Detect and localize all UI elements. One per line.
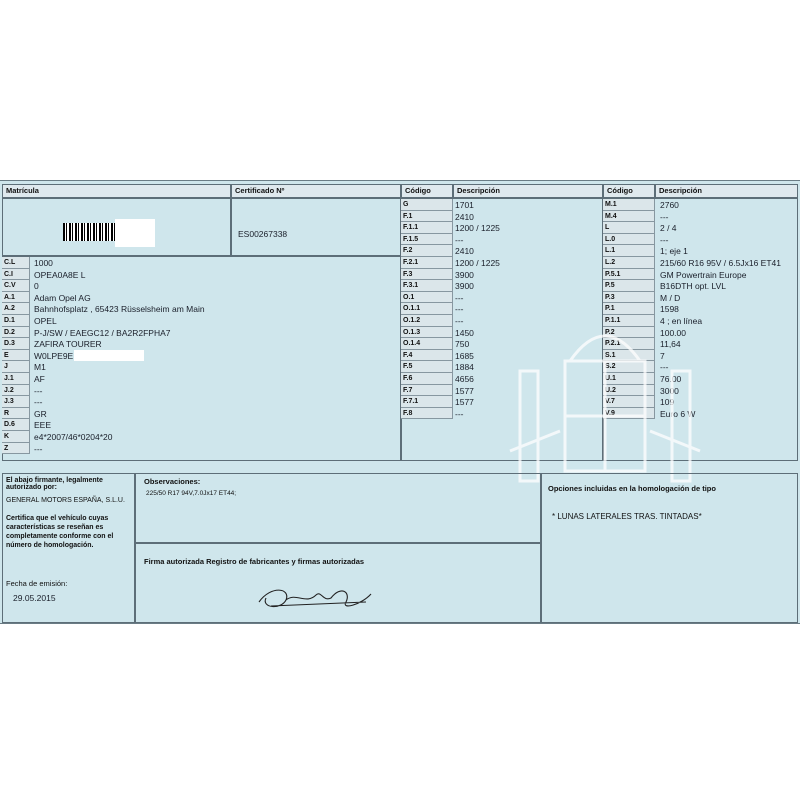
mid-code-F.1.1: F.1.1 bbox=[401, 222, 453, 234]
right-code-P.2.1: P.2.1 bbox=[603, 338, 655, 350]
right-value-M.4: --- bbox=[660, 211, 669, 222]
right-value-L.0: --- bbox=[660, 234, 669, 245]
mid-code-F.3.1: F.3.1 bbox=[401, 280, 453, 292]
mid-value-F.8: --- bbox=[455, 408, 464, 419]
certificado-number: ES00267338 bbox=[238, 229, 288, 239]
mid-code-F.7.1: F.7.1 bbox=[401, 396, 453, 408]
mid-code-F.2.1: F.2.1 bbox=[401, 257, 453, 269]
mid-value-G: 1701 bbox=[455, 200, 474, 210]
left-value-J: M1 bbox=[34, 362, 46, 373]
certificado-header: Certificado Nº bbox=[231, 184, 401, 198]
opciones-box bbox=[541, 473, 798, 623]
mid-value-F.3.1: 3900 bbox=[455, 281, 474, 292]
left-code-A.1: A.1 bbox=[2, 292, 30, 304]
mid-code-F.7: F.7 bbox=[401, 385, 453, 397]
vehicle-certificate bbox=[0, 180, 800, 624]
vin-redaction bbox=[74, 350, 144, 361]
left-code-J.2: J.2 bbox=[2, 385, 30, 397]
left-value-C.I: OPEA0A8E L bbox=[34, 269, 86, 280]
right-value-P.5: B16DTH opt. LVL bbox=[660, 281, 726, 292]
descripcion-header-2: Descripción bbox=[655, 184, 798, 198]
left-value-A.1: Adam Opel AG bbox=[34, 292, 91, 303]
fecha-label: Fecha de emisión: bbox=[6, 579, 68, 588]
left-code-C.I: C.I bbox=[2, 269, 30, 281]
mid-value-F.7: 1577 bbox=[455, 385, 474, 396]
right-value-L.1: 1; eje 1 bbox=[660, 246, 688, 257]
right-code-P.3: P.3 bbox=[603, 292, 655, 304]
signature bbox=[251, 580, 381, 614]
left-code-D.6: D.6 bbox=[2, 419, 30, 431]
codigo-header-2: Código bbox=[603, 184, 655, 198]
mid-value-F.6: 4656 bbox=[455, 374, 474, 384]
certifica-text: Certifica que el vehículo cuyas características se reseñan es completamente conforme con el número de homologación. bbox=[6, 515, 114, 549]
right-value-V.7: 109 bbox=[660, 397, 675, 408]
opciones-value: * LUNAS LATERALES TRAS. TINTADAS* bbox=[552, 512, 702, 521]
left-code-C.L: C.L bbox=[2, 257, 30, 269]
left-value-D.3: ZAFIRA TOURER bbox=[34, 339, 102, 350]
right-value-V.9: Euro 6 W bbox=[660, 408, 696, 419]
right-value-U.1: 76.00 bbox=[660, 374, 682, 384]
left-code-C.V: C.V bbox=[2, 280, 30, 292]
descripcion-header-1: Descripción bbox=[453, 184, 603, 198]
mid-value-F.3: 3900 bbox=[455, 269, 474, 280]
left-value-D.6: EEE bbox=[34, 420, 52, 431]
mid-value-O.1: --- bbox=[455, 292, 464, 303]
mid-value-F.7.1: 1577 bbox=[455, 397, 474, 408]
observaciones-value: 225/50 R17 94V,7.0Jx17 ET44; bbox=[146, 490, 237, 497]
left-value-C.L: 1000 bbox=[34, 258, 53, 268]
right-value-M.1: 2760 bbox=[660, 200, 679, 210]
mid-value-O.1.3: 1450 bbox=[455, 327, 474, 338]
left-code-Z: Z bbox=[2, 443, 30, 455]
right-value-U.2: 3000 bbox=[660, 385, 679, 396]
right-code-L.2: L.2 bbox=[603, 257, 655, 269]
left-value-D.1: OPEL bbox=[34, 316, 57, 326]
left-value-E: W0LPE9E bbox=[34, 350, 74, 361]
left-code-E: E bbox=[2, 350, 30, 362]
right-value-L: 2 / 4 bbox=[660, 223, 677, 234]
left-value-K: e4*2007/46*0204*20 bbox=[34, 432, 113, 442]
right-code-P.5: P.5 bbox=[603, 280, 655, 292]
matricula-redaction bbox=[115, 219, 155, 247]
mid-value-F.2: 2410 bbox=[455, 246, 474, 257]
mid-code-F.5: F.5 bbox=[401, 361, 453, 373]
left-code-J.1: J.1 bbox=[2, 373, 30, 385]
right-value-P.3: M / D bbox=[660, 292, 681, 303]
mid-value-F.1.5: --- bbox=[455, 234, 464, 245]
mid-value-O.1.1: --- bbox=[455, 304, 464, 315]
right-value-P.1.1: 4 ; en línea bbox=[660, 316, 703, 326]
codigo-header-1: Código bbox=[401, 184, 453, 198]
right-code-V.9: V.9 bbox=[603, 408, 655, 420]
right-code-L: L bbox=[603, 222, 655, 234]
right-value-S.1: 7 bbox=[660, 350, 665, 361]
left-code-D.1: D.1 bbox=[2, 315, 30, 327]
mid-code-F.6: F.6 bbox=[401, 373, 453, 385]
left-value-D.2: P-J/SW / EAEGC12 / BA2R2FPHA7 bbox=[34, 327, 171, 338]
right-code-M.1: M.1 bbox=[603, 199, 655, 211]
firmante-label: El abajo firmante, legalmente autorizado por: bbox=[6, 477, 103, 491]
right-code-P.2: P.2 bbox=[603, 327, 655, 339]
mid-code-O.1.1: O.1.1 bbox=[401, 303, 453, 315]
right-code-U.2: U.2 bbox=[603, 385, 655, 397]
right-code-P.5.1: P.5.1 bbox=[603, 269, 655, 281]
mid-code-F.1.5: F.1.5 bbox=[401, 234, 453, 246]
fecha-value: 29.05.2015 bbox=[13, 593, 56, 603]
right-code-S.1: S.1 bbox=[603, 350, 655, 362]
left-value-J.2: --- bbox=[34, 385, 43, 396]
barcode bbox=[63, 223, 115, 241]
right-code-V.7: V.7 bbox=[603, 396, 655, 408]
left-value-J.1: AF bbox=[34, 374, 45, 384]
mid-value-O.1.2: --- bbox=[455, 316, 464, 326]
left-value-J.3: --- bbox=[34, 397, 43, 408]
coat-of-arms-watermark bbox=[500, 301, 710, 501]
mid-value-F.5: 1884 bbox=[455, 362, 474, 373]
right-value-P.1: 1598 bbox=[660, 304, 679, 315]
firma-box bbox=[135, 543, 541, 623]
mid-value-F.2.1: 1200 / 1225 bbox=[455, 258, 500, 268]
mid-code-F.1: F.1 bbox=[401, 211, 453, 223]
left-value-A.2: Bahnhofsplatz , 65423 Rüsselsheim am Main bbox=[34, 304, 205, 315]
firma-label: Firma autorizada Registro de fabricantes y firmas autorizadas bbox=[144, 557, 365, 566]
right-value-S.2: --- bbox=[660, 362, 669, 373]
matricula-box bbox=[2, 198, 231, 256]
observaciones-label: Observaciones: bbox=[144, 477, 201, 486]
left-code-A.2: A.2 bbox=[2, 303, 30, 315]
mid-code-G: G bbox=[401, 199, 453, 211]
mid-code-O.1.3: O.1.3 bbox=[401, 327, 453, 339]
mid-value-F.1: 2410 bbox=[455, 211, 474, 222]
firmante-box bbox=[2, 473, 135, 623]
mid-code-F.2: F.2 bbox=[401, 245, 453, 257]
left-code-D.3: D.3 bbox=[2, 338, 30, 350]
mid-code-F.8: F.8 bbox=[401, 408, 453, 420]
right-code-P.1.1: P.1.1 bbox=[603, 315, 655, 327]
opciones-label: Opciones incluidas en la homologación de tipo bbox=[548, 484, 716, 493]
left-code-J.3: J.3 bbox=[2, 396, 30, 408]
left-code-J: J bbox=[2, 361, 30, 373]
right-value-P.5.1: GM Powertrain Europe bbox=[660, 269, 747, 280]
right-code-P.1: P.1 bbox=[603, 303, 655, 315]
mid-value-O.1.4: 750 bbox=[455, 339, 470, 350]
left-value-C.V: 0 bbox=[34, 281, 39, 292]
right-value-L.2: 215/60 R16 95V / 6.5Jx16 ET41 bbox=[660, 258, 781, 268]
matricula-header: Matrícula bbox=[2, 184, 231, 198]
right-value-P.2.1: 11,64 bbox=[660, 339, 681, 350]
right-code-L.1: L.1 bbox=[603, 245, 655, 257]
certificado-box bbox=[231, 198, 401, 256]
mid-code-F.4: F.4 bbox=[401, 350, 453, 362]
left-value-Z: --- bbox=[34, 443, 43, 454]
right-code-U.1: U.1 bbox=[603, 373, 655, 385]
mid-code-O.1.2: O.1.2 bbox=[401, 315, 453, 327]
observaciones-box bbox=[135, 473, 541, 543]
right-code-L.0: L.0 bbox=[603, 234, 655, 246]
right-code-M.4: M.4 bbox=[603, 211, 655, 223]
right-code-S.2: S.2 bbox=[603, 361, 655, 373]
left-code-R: R bbox=[2, 408, 30, 420]
mid-code-O.1: O.1 bbox=[401, 292, 453, 304]
mid-value-F.4: 1685 bbox=[455, 350, 474, 361]
left-code-D.2: D.2 bbox=[2, 327, 30, 339]
firmante-value: GENERAL MOTORS ESPAÑA, S.L.U. bbox=[6, 497, 125, 504]
right-value-P.2: 100.00 bbox=[660, 327, 686, 338]
left-value-R: GR bbox=[34, 408, 47, 419]
mid-code-O.1.4: O.1.4 bbox=[401, 338, 453, 350]
mid-value-F.1.1: 1200 / 1225 bbox=[455, 223, 500, 234]
left-code-K: K bbox=[2, 431, 30, 443]
mid-code-F.3: F.3 bbox=[401, 269, 453, 281]
